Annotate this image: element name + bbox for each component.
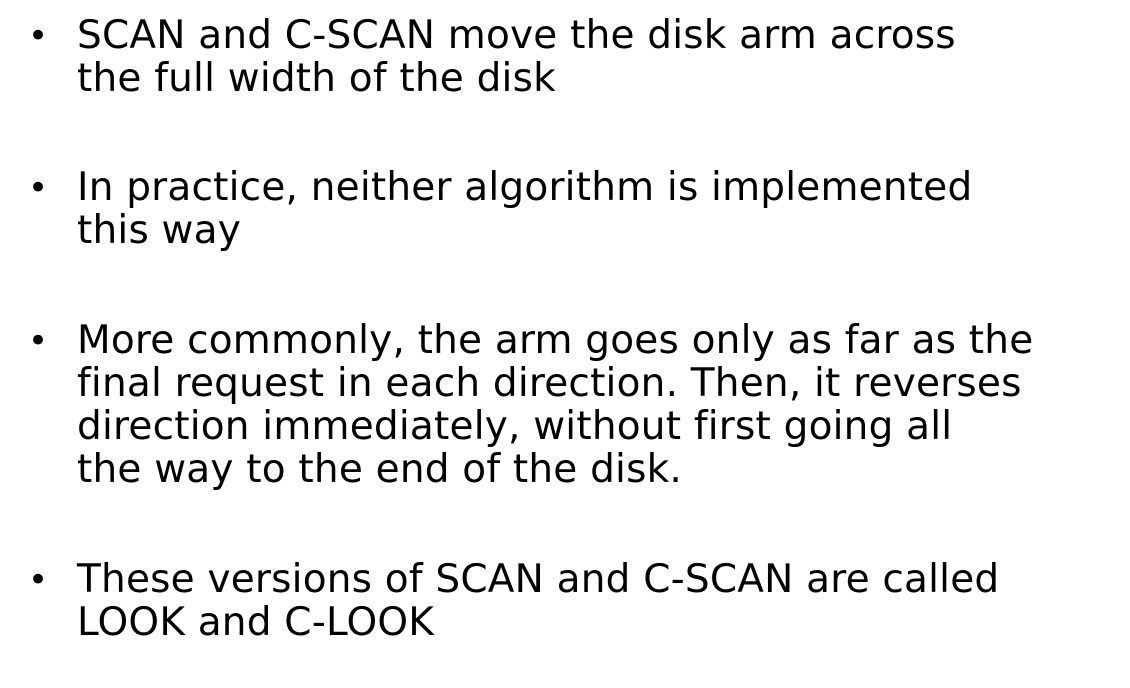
bullet-marker: • [28, 168, 49, 208]
bullet-text: In practice, neither algorithm is implemented this way [77, 165, 973, 253]
bullet-marker: • [28, 560, 49, 600]
bullet-marker: • [28, 321, 49, 361]
bullet-text: SCAN and C-SCAN move the disk arm across the full width of the disk [77, 13, 956, 101]
bullet-text: More commonly, the arm goes only as far as the final request in each direction. Then, it reverses direction immediately, without first going all the way to the end of the disk. [77, 318, 1034, 492]
bullet-marker: • [28, 16, 49, 56]
bullet-text: These versions of SCAN and C-SCAN are called LOOK and C-LOOK [77, 557, 1000, 645]
